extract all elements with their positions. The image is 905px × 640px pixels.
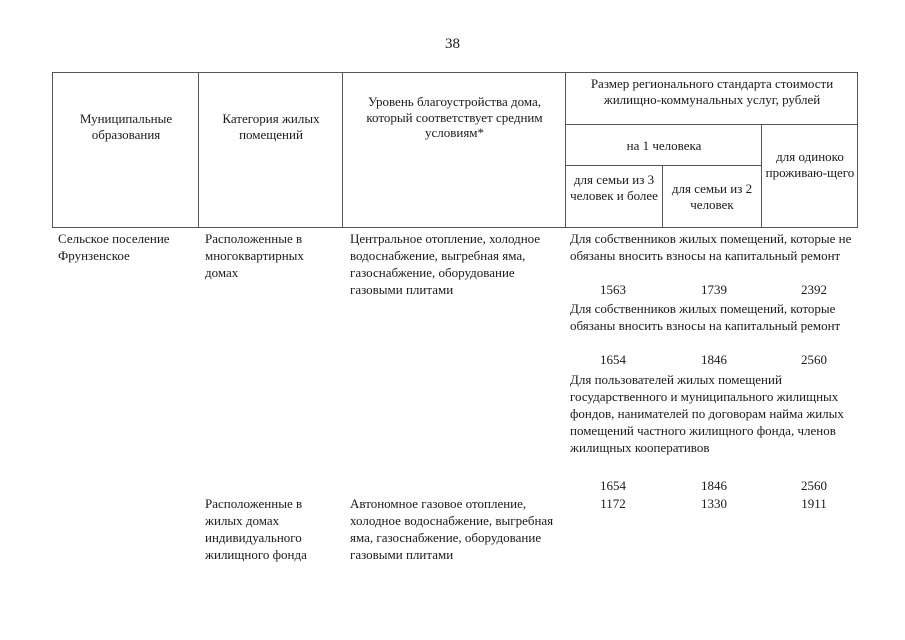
value-family-2: 1739 xyxy=(701,282,727,297)
header-per-person: на 1 человека xyxy=(626,138,702,153)
value-family-3: 1654 xyxy=(600,478,626,493)
value-single: 2560 xyxy=(801,478,827,493)
value-family-3: 1563 xyxy=(600,282,626,297)
value-family-2: 1330 xyxy=(701,496,727,511)
group-label: Для собственников жилых помещений, которые не обязаны вносить взносы на капитальный ремонт xyxy=(570,231,852,263)
header-municipality: Муниципальные образования xyxy=(79,111,173,142)
category-cell: Расположенные в жилых домах индивидуального жилищного фонда xyxy=(205,496,307,562)
group-label: Для пользователей жилых помещений государственного и муниципального жилищных фондов, нанимателей по договорам найма жилых помещений частного жилищного фонда, членов жилищных кооперативов xyxy=(570,372,844,455)
value-family-2: 1846 xyxy=(701,352,727,367)
header-family-3: для семьи из 3 человек и более xyxy=(570,172,658,203)
value-single: 2560 xyxy=(801,352,827,367)
amenities-cell: Центральное отопление, холодное водоснабжение, выгребная яма, газоснабжение, оборудование газовыми плитами xyxy=(350,231,541,297)
value-family-3: 1654 xyxy=(600,352,626,367)
header-single: для одиноко проживаю-щего xyxy=(765,149,855,180)
header-family-2: для семьи из 2 человек xyxy=(671,181,753,212)
header-standard-size: Размер регионального стандарта стоимости жилищно-коммунальных услуг, рублей xyxy=(590,76,834,107)
page-number: 38 xyxy=(445,36,460,52)
value-single: 2392 xyxy=(801,282,827,297)
value-single: 1911 xyxy=(801,496,827,511)
amenities-cell: Автономное газовое отопление, холодное водоснабжение, выгребная яма, газоснабжение, оборудование газовыми плитами xyxy=(350,496,554,562)
group-label: Для собственников жилых помещений, которые обязаны вносить взносы на капитальный ремонт xyxy=(570,301,841,333)
value-family-3: 1172 xyxy=(600,496,626,511)
municipality-cell: Сельское поселение Фрунзенское xyxy=(58,231,170,263)
category-cell: Расположенные в многоквартирных домах xyxy=(205,231,304,280)
header-amenities: Уровень благоустройства дома, который соответствует средним условиям* xyxy=(366,94,543,140)
value-family-2: 1846 xyxy=(701,478,727,493)
header-category: Категория жилых помещений xyxy=(222,111,320,142)
